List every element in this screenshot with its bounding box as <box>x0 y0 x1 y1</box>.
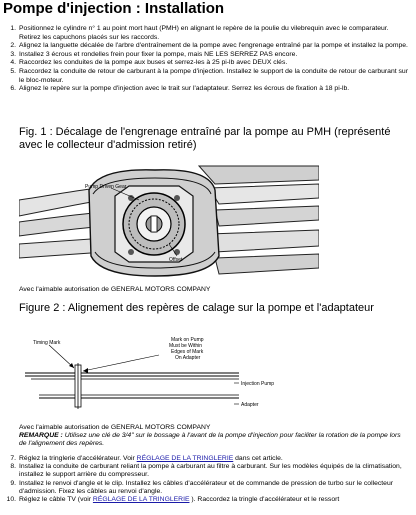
mark-note-line-3: Edges of Mark <box>171 349 204 355</box>
list-item: 9. Installez le renvoi d'angle et le clip. Installez les câbles d'accélérateur et de commande de pression de turbo sur le collecteur d'admission. Fixez les câbles au renvoi d'angle. <box>10 479 393 495</box>
page-title: Pompe d'injection : Installation <box>3 0 225 17</box>
list-item: 7. Réglez la tringlerie d'accélérateur. Voir RÉGLAGE DE LA TRINGLERIE dans cet article. <box>10 455 283 462</box>
figure-1-credit: Avec l'aimable autorisation de GENERAL MOTORS COMPANY <box>19 286 211 293</box>
list-item: 1. Positionnez le cylindre n° 1 au point mort haut (PMH) en alignant le repère de la poulie du vilebrequin avec le comparateur. Retirez les capuchons placés sur les raccords. <box>10 25 389 41</box>
mark-note-line-4: On Adapter <box>175 355 201 361</box>
remark-text: Utilisez une clé de 3/4" sur le bossage à l'avant de la pompe d'injection pour faciliter la rotation de la pompe lors de l'alignement des repères. <box>19 432 401 447</box>
throttle-linkage-adjustment-link-2[interactable]: RÉGLAGE DE LA TRINGLERIE <box>92 496 190 504</box>
injection-pump-label: Injection Pump <box>241 381 275 387</box>
list-item: 8. Installez la conduite de carburant reliant la pompe à carburant au filtre à carburant. Sur les modèles équipés de la climatisation, installez le support arrière du compresseur. <box>10 463 402 479</box>
list-item: 2. Alignez la languette décalée de l'arbre d'entraînement de la pompe avec l'engrenage entraîné par la pompe et installez la pompe. <box>10 42 408 50</box>
list-item: 6. Alignez le repère sur la pompe d'injection avec le trait sur l'adaptateur. Serrez les écrous de fixation à 18 pi-lb. <box>10 85 350 93</box>
figure-2-caption: Figure 2 : Alignement des repères de calage sur la pompe et l'adaptateur <box>19 302 374 314</box>
mark-note-line-2: Must be Within <box>169 343 203 349</box>
remark-label: REMARQUE : <box>19 432 63 439</box>
pump-driven-gear-label: Pump Driven Gear <box>85 184 127 190</box>
adapter-label: Adapter <box>241 402 259 408</box>
list-item: 10. Réglez le câble TV (voir RÉGLAGE DE LA TRINGLERIE ). Raccordez la tringle d'accélérateur et le ressort <box>6 496 340 504</box>
figure-2-timing-mark-diagram <box>19 335 289 415</box>
mark-note-line-1: Mark on Pump <box>171 337 204 343</box>
figure-2-credit: Avec l'aimable autorisation de GENERAL MOTORS COMPANY <box>19 424 211 431</box>
timing-mark-label: Timing Mark <box>33 340 61 346</box>
list-item: 5. Raccordez la conduite de retour de carburant à la pompe d'injection. Installez le support de la conduite de retour de carburant sur le bloc-moteur. <box>10 67 408 84</box>
figure-1-caption: Fig. 1 : Décalage de l'engrenage entraîné par la pompe au PMH (représenté avec le collecteur d'admission retiré) <box>19 126 391 151</box>
installation-steps-continued <box>0 455 412 504</box>
list-item: 4. Raccordez les conduites de la pompe aux buses et serrez-les à 25 pi-lb avec DEUX clés. <box>10 59 288 67</box>
figure-1-pump-gear-image <box>19 160 319 280</box>
offset-label: Offset <box>169 257 183 263</box>
throttle-linkage-adjustment-link[interactable]: RÉGLAGE DE LA TRINGLERIE <box>136 455 234 462</box>
list-item: 3. Installez 3 écrous et rondelles frein pour fixer la pompe, mais NE LES SERREZ PAS encore. <box>10 50 298 58</box>
installation-steps <box>0 25 410 94</box>
remark-note <box>19 432 409 448</box>
